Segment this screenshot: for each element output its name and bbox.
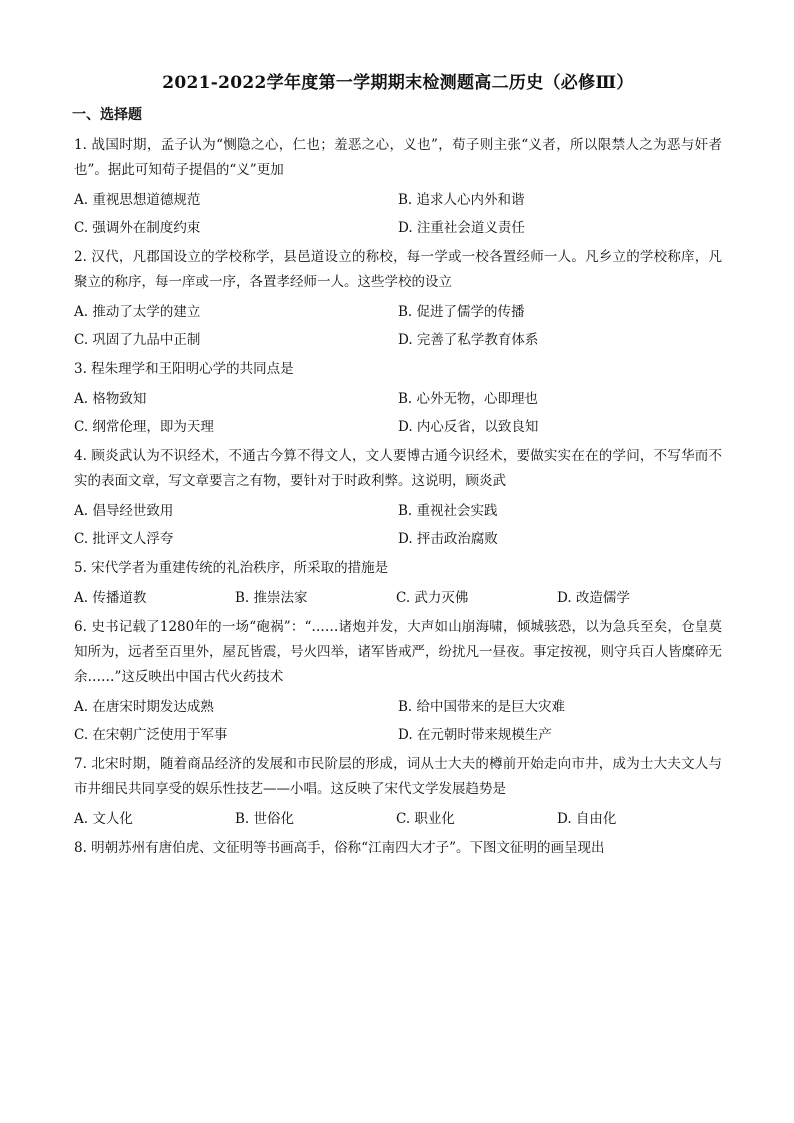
option-a: A. 倡导经世致用 bbox=[74, 503, 174, 519]
option-b: B. 追求人心内外和谐 bbox=[398, 192, 525, 208]
question-stem: 8. 明朝苏州有唐伯虎、文征明等书画高手，俗称“江南四大才子”。下图文征明的画呈现出 bbox=[74, 840, 605, 856]
option-d: D. 自由化 bbox=[557, 811, 617, 827]
question-stem: 7. 北宋时期，随着商品经济的发展和市民阶层的形成，词从士大夫的樽前开始走向市井，成为士大夫文人与市井细民共同享受的娱乐性技艺——小唱。这反映了宋代文学发展趋势是 bbox=[74, 756, 722, 797]
question-6 bbox=[74, 615, 722, 749]
option-a: A. 文人化 bbox=[74, 811, 133, 827]
question-stem: 1. 战国时期，孟子认为“恻隐之心，仁也；羞恶之心，义也”，荀子则主张“义者，所以限禁人之为恶与奸者也”。据此可知荀子提倡的“义”更加 bbox=[74, 137, 722, 178]
question-3 bbox=[74, 357, 722, 441]
options bbox=[74, 584, 722, 612]
question-5 bbox=[74, 556, 722, 612]
option-a: A. 重视思想道德规范 bbox=[74, 192, 201, 208]
option-a: A. 在唐宋时期发达成熟 bbox=[74, 699, 214, 715]
option-a: A. 格物致知 bbox=[74, 391, 147, 407]
option-c: C. 巩固了九品中正制 bbox=[74, 332, 201, 348]
page-title: 2021-2022学年度第一学期期末检测题高二历史（必修Ⅲ） bbox=[162, 73, 634, 93]
section-heading: 一、选择题 bbox=[72, 107, 142, 123]
option-c: C. 在宋朝广泛使用于军事 bbox=[74, 727, 228, 743]
option-c: C. 职业化 bbox=[396, 811, 455, 827]
option-d: D. 抨击政治腐败 bbox=[398, 531, 498, 547]
option-d: D. 在元朝时带来规模生产 bbox=[398, 727, 552, 743]
question-stem: 2. 汉代，凡郡国设立的学校称学，县邑道设立的称校，每一学或一校各置经师一人。凡乡立的学校称庠，凡聚立的称序，每一庠或一序，各置孝经师一人。这些学校的设立 bbox=[74, 249, 722, 290]
option-c: C. 强调外在制度约束 bbox=[74, 220, 201, 236]
question-stem: 5. 宋代学者为重建传统的礼治秩序，所采取的措施是 bbox=[74, 560, 389, 576]
options bbox=[74, 805, 722, 833]
options bbox=[74, 298, 722, 354]
option-b: B. 重视社会实践 bbox=[398, 503, 498, 519]
option-c: C. 批评文人浮夸 bbox=[74, 531, 174, 547]
options bbox=[74, 497, 722, 553]
options bbox=[74, 385, 722, 441]
option-b: B. 给中国带来的是巨大灾难 bbox=[398, 699, 566, 715]
option-d: D. 注重社会道义责任 bbox=[398, 220, 525, 236]
question-8 bbox=[74, 836, 722, 861]
option-d: D. 完善了私学教育体系 bbox=[398, 332, 539, 348]
question-1 bbox=[74, 133, 722, 242]
option-a: A. 传播道教 bbox=[74, 590, 147, 606]
question-stem: 4. 顾炎武认为不识经术，不通古今算不得文人，文人要博古通今识经术，要做实实在在的学问，不写华而不实的表面文章，写文章要言之有物，要针对于时政利弊。这说明，顾炎武 bbox=[74, 448, 722, 489]
option-b: B. 推崇法家 bbox=[235, 590, 308, 606]
options bbox=[74, 693, 722, 749]
question-stem: 6. 史书记载了1280年的一场“砲祸”：“……诸炮并发，大声如山崩海啸，倾城骇恐，以为急兵至矣，仓皇莫知所为，远者至百里外，屋瓦皆震，号火四举，诸军皆戒严，纷扰凡一昼夜。事定按视，则守兵百人皆糜碎无余……”这反映出中国古代火药技术 bbox=[74, 619, 722, 685]
option-b: B. 心外无物，心即理也 bbox=[398, 391, 539, 407]
question-4 bbox=[74, 444, 722, 553]
option-d: D. 内心反省，以致良知 bbox=[398, 419, 539, 435]
option-b: B. 世俗化 bbox=[235, 811, 295, 827]
option-a: A. 推动了太学的建立 bbox=[74, 304, 201, 320]
option-c: C. 武力灭佛 bbox=[396, 590, 469, 606]
question-7 bbox=[74, 752, 722, 833]
option-d: D. 改造儒学 bbox=[557, 590, 630, 606]
option-b: B. 促进了儒学的传播 bbox=[398, 304, 525, 320]
options bbox=[74, 186, 722, 242]
option-c: C. 纲常伦理，即为天理 bbox=[74, 419, 214, 435]
question-2 bbox=[74, 245, 722, 354]
question-stem: 3. 程朱理学和王阳明心学的共同点是 bbox=[74, 361, 294, 377]
